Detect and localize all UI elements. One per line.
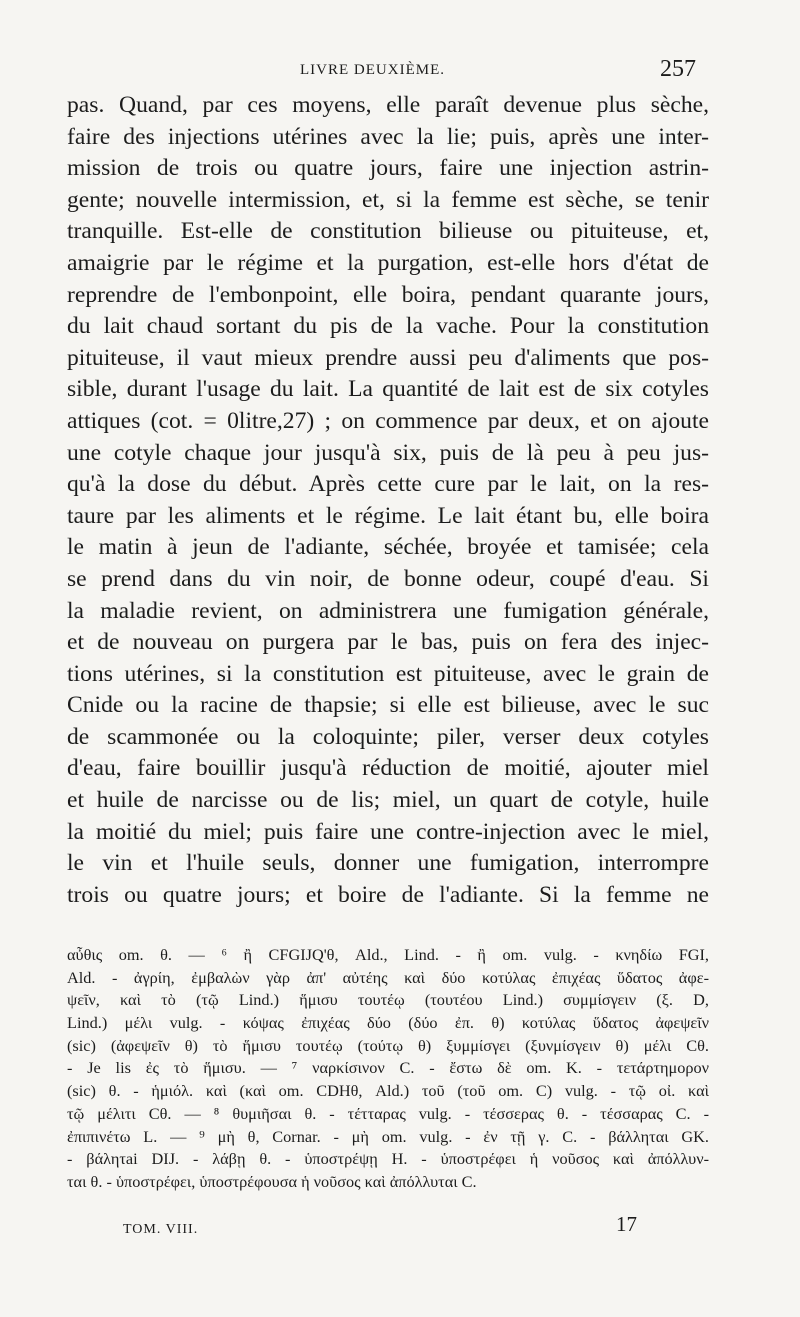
text-line: une cotyle chaque jour jusqu'à six, puis de là peu à peu jus-: [67, 439, 709, 466]
text-line: Cnide ou la racine de thapsie; si elle est bilieuse, avec le suc: [67, 692, 709, 719]
text-line: se prend dans du vin noir, de bonne odeur, coupé d'eau. Si: [67, 565, 709, 592]
text-line: qu'à la dose du début. Après cette cure par le lait, on la res-: [67, 471, 709, 498]
text-line: mission de trois ou quatre jours, faire une injection astrin-: [67, 155, 709, 182]
main-text: [67, 90, 709, 911]
note-line: ἐπιπινέτω L. — ⁹ μὴ θ, Cornar. - μὴ om. vulg. - ἐν τῇ γ. C. - βάλληται GK.: [67, 1126, 709, 1146]
note-line: αὖθις om. θ. — ⁶ ἢ CFGIJQ'θ, Ald., Lind. - ἢ om. vulg. - κνηδίω FGI,: [67, 945, 709, 964]
note-line: (sic) (ἀφεψεῖν θ) τὸ ἥμισυ τουτέῳ (τούτῳ θ) ξυμμίσγει (ξυνμίσγειν θ) μέλι Cθ.: [67, 1035, 709, 1055]
text-line: sible, durant l'usage du lait. La quantité de lait est de six cotyles: [67, 376, 709, 403]
text-line: le vin et l'huile seuls, donner une fumigation, interrompre: [67, 850, 709, 877]
text-line: attiques (cot. = 0litre,27) ; on commence par deux, et on ajoute: [67, 407, 709, 434]
note-line: - βάλητai DIJ. - λάβῃ θ. - ὑποστρέψῃ H. - ὑποστρέφει ἡ νοῦσος καὶ ἀπόλλυν-: [67, 1149, 709, 1169]
critical-apparatus: [67, 944, 709, 1194]
note-line: - Je lis ἐς τὸ ἥμισυ. — ⁷ ναρκίσινον C. - ἔστω δὲ om. K. - τετάρτημορον: [67, 1058, 709, 1078]
text-line: tranquille. Est-elle de constitution bilieuse ou pituiteuse, et,: [67, 218, 709, 245]
note-line: ψεῖν, καὶ τὸ (τῷ Lind.) ἥμισυ τουτέῳ (τουτέου Lind.) συμμίσγειν (ξ. D,: [67, 990, 709, 1010]
text-line: pas. Quand, par ces moyens, elle paraît devenue plus sèche,: [67, 92, 709, 118]
running-head: LIVRE DEUXIÈME.: [300, 62, 445, 78]
text-line: la maladie revient, on administrera une fumigation générale,: [67, 597, 709, 624]
text-line: le matin à jeun de l'adiante, séchée, broyée et tamisée; cela: [67, 534, 709, 561]
note-line: (sic) θ. - ἡμιόλ. καὶ (καὶ om. CDHθ, Ald.) τοῦ (τοῦ om. C) vulg. - τῷ οἰ. καὶ: [67, 1081, 709, 1101]
text-line: du lait chaud sortant du pis de la vache. Pour la constitution: [67, 313, 709, 340]
sheet-number: 17: [616, 1212, 637, 1236]
text-line: d'eau, faire bouillir jusqu'à réduction de moitié, ajouter miel: [67, 755, 709, 782]
note-line: ται θ. - ὑποστρέφει, ὑποστρέφουσα ἡ νοῦσος καὶ ἀπόλλυται C.: [67, 1171, 477, 1191]
note-line: Ald. - ἀγρίη, ἐμβαλὼν γὰρ ἀπ' αὐτέης καὶ δύο κοτύλας ἐπιχέας ὕδατος ἀφε-: [67, 967, 709, 987]
text-line: trois ou quatre jours; et boire de l'adiante. Si la femme ne: [67, 881, 709, 908]
text-line: de scammonée ou la coloquinte; piler, verser deux cotyles: [67, 723, 709, 750]
text-line: amaigrie par le régime et la purgation, est-elle hors d'état de: [67, 249, 709, 276]
text-line: tions utérines, si la constitution est pituiteuse, avec le grain de: [67, 660, 709, 687]
page-number: 257: [660, 56, 696, 82]
text-line: taure par les aliments et le régime. Le lait étant bu, elle boira: [67, 502, 709, 529]
text-line: et huile de narcisse ou de lis; miel, un quart de cotyle, huile: [67, 787, 709, 814]
note-line: τῷ μέλιτι Cθ. — ⁸ θυμιῆσαι θ. - τέτταρας vulg. - τέσσερας θ. - τέσσαρας C. -: [67, 1103, 709, 1123]
text-line: la moitié du miel; puis faire une contre-injection avec le miel,: [67, 818, 709, 845]
note-line: Lind.) μέλι vulg. - κόψας ἐπιχέας δύο (δύο ἐπ. θ) κοτύλας ὕδατος ἀφεψεῖν: [67, 1013, 709, 1033]
volume-signature: TOM. VIII.: [123, 1222, 199, 1237]
text-line: faire des injections utérines avec la lie; puis, après une inter-: [67, 123, 709, 150]
text-line: et de nouveau on purgera par le bas, puis on fera des injec-: [67, 629, 709, 656]
text-line: gente; nouvelle intermission, et, si la femme est sèche, se tenir: [67, 186, 709, 213]
text-line: pituiteuse, il vaut mieux prendre aussi peu d'aliments que pos-: [67, 344, 709, 371]
text-line: reprendre de l'embonpoint, elle boira, pendant quarante jours,: [67, 281, 709, 308]
